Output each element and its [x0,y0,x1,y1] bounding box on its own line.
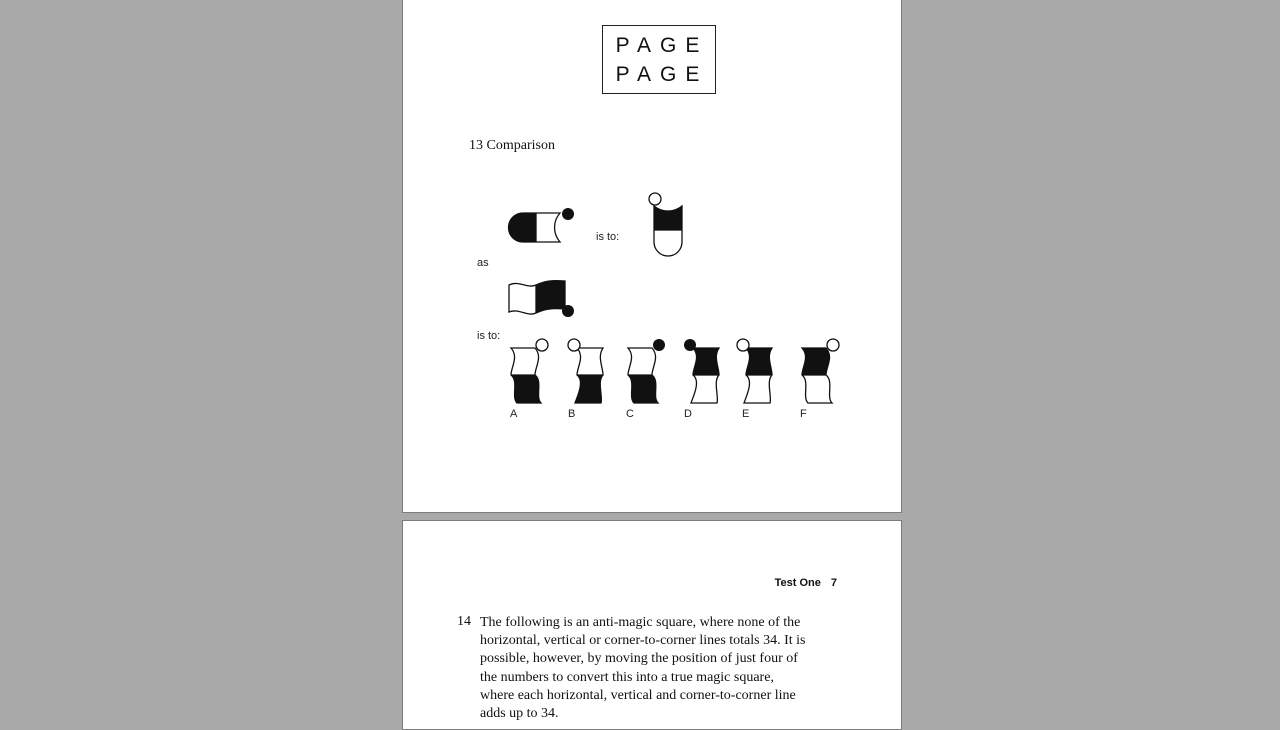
is-to-label-1: is to: [596,231,620,243]
question-14-line: The following is an anti-magic square, where none of the [480,615,801,630]
option-d-figure [683,339,727,407]
running-head [775,577,837,589]
option-f-figure [798,339,842,407]
question-14-line: where each horizontal, vertical and corner-to-corner line [480,687,796,703]
option-f-label[interactable]: F [800,408,807,420]
figure-flag-horizontal [507,277,582,322]
question-14-line: possible, however, by moving the position of just four of [480,651,798,667]
option-a-figure [507,339,551,407]
option-c-figure [624,339,668,407]
question-14-line: the numbers to convert this into a true magic square, [480,669,774,685]
logo-line-1: PAGE [615,34,709,57]
option-a-label[interactable]: A [510,408,518,420]
running-head-title: Test One [774,577,821,589]
logo-line-2: PAGE [615,63,709,86]
figure-capsule-horizontal [503,205,583,245]
document-page-1 [402,0,902,513]
is-to-label-2: is to: [477,330,501,342]
question-14-line: adds up to 34. [480,706,559,722]
document-page-2 [402,520,902,730]
page-number: 7 [830,577,837,589]
option-c-label[interactable]: C [626,408,634,420]
question-14-text [480,614,850,723]
question-14-line: horizontal, vertical or corner-to-corner lines totals 34. It is [480,633,806,649]
question-13-title: Comparison [486,138,555,153]
as-label: as [477,257,489,269]
question-14-number: 14 [457,614,471,629]
question-13-heading [469,138,555,154]
figure-capsule-vertical [645,190,690,262]
question-13-number: 13 [469,138,483,153]
option-e-label[interactable]: E [742,408,750,420]
option-d-label[interactable]: D [684,408,692,420]
option-b-label[interactable]: B [568,408,576,420]
option-b-figure [567,339,611,407]
option-e-figure [736,339,780,407]
page-logo [602,25,716,94]
